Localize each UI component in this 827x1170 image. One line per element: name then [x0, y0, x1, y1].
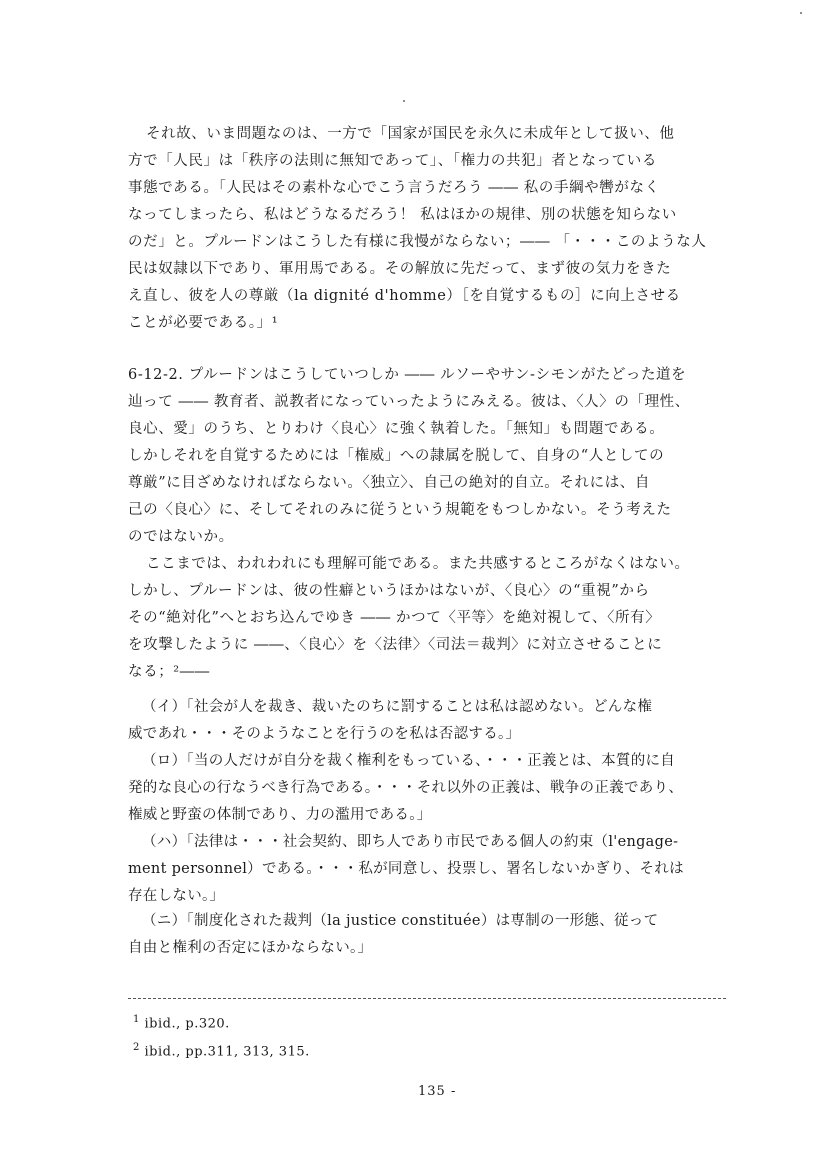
- text-line: 辿って ―― 教育者、説教者になっていったようにみえる。彼は、〈人〉の「理性、: [128, 394, 690, 410]
- text-line: なってしまったら、私はどうなるだろう！ 私はほかの規律、別の状態を知らない: [128, 207, 677, 223]
- footnote-separator: [128, 998, 726, 999]
- quote-item-i: [128, 694, 728, 748]
- text-line: 事態である。「人民はその素朴な心でこう言うだろう ―― 私の手綱や轡がなく: [128, 180, 660, 196]
- text-line: （イ）「社会が人を裁き、裁いたのちに罰することは私は認めない。どんな権: [142, 699, 653, 715]
- text-line: 権威と野蛮の体制であり、力の濫用である。」: [128, 807, 432, 823]
- scan-speck: [403, 100, 405, 102]
- text-line: なる；²――: [128, 664, 210, 680]
- text-line: 良心、愛」のうち、とりわけ〈良心〉に強く執着した。「無知」も問題である。: [128, 421, 665, 437]
- page-number: 135 -: [418, 1084, 457, 1099]
- paragraph-2: [128, 362, 728, 551]
- text-line: 民は奴隷以下であり、軍用馬である。その解放に先だって、まず彼の気力をきた: [128, 261, 672, 277]
- text-line: のだ」と。プルードンはこうした有様に我慢がならない；―― 「・・・このような人: [128, 234, 707, 250]
- footnote-text: ibid., pp.311, 313, 315.: [144, 1044, 310, 1060]
- text-line: 自由と権利の否定にほかならない。」: [128, 940, 373, 956]
- quote-item-ni: [128, 908, 728, 962]
- text-line: 6-12-2. プルードンはこうしていつしか ―― ルソーやサン-シモンがたどった道を: [128, 367, 687, 383]
- text-line: 威であれ・・・そのようなことを行うのを私は否認する。」: [128, 726, 521, 742]
- text-line: （ロ）「当の人だけが自分を裁く権利をもっている、・・・正義とは、本質的に自: [142, 753, 676, 769]
- text-line: （ニ）「制度化された裁判（la justice constituée）は専制の一形態、従って: [142, 913, 659, 929]
- paragraph-1: [128, 121, 728, 337]
- text-line: しかしそれを自覚するためには「権威」への隷属を脱して、自身の“人としての: [128, 448, 665, 464]
- text-line: を攻撃したように ――、〈良心〉を〈法律〉〈司法＝裁判〉に対立させることに: [128, 637, 663, 653]
- text-line: （ハ）「法律は・・・社会契約、即ち人であり市民である個人の約束（l'engage-: [142, 834, 679, 850]
- text-line: 方で「人民」は「秩序の法則に無知であって」、「権力の共犯」者となっている: [128, 153, 657, 169]
- text-line: ここまでは、われわれにも理解可能である。また共感するところがなくはない。: [146, 556, 690, 572]
- footnote-text: ibid., p.320.: [144, 1016, 230, 1032]
- quote-item-ro: [128, 748, 728, 829]
- footnote-number: 1: [133, 1014, 140, 1025]
- text-line: のではないか。: [128, 529, 234, 545]
- text-line: 己の〈良心〉に、そしてそれのみに従うという規範をもつしかない。そう考えた: [128, 502, 672, 518]
- footnote-2: [133, 1038, 310, 1062]
- text-line: しかし、プルードンは、彼の性癖というほかはないが、〈良心〉の“重視”から: [128, 583, 650, 599]
- text-line: 発的な良心の行なうべき行為である。・・・それ以外の正義は、戦争の正義であり、: [128, 780, 684, 796]
- paragraph-3: [128, 551, 728, 686]
- text-line: え直し、彼を人の尊厳（la dignité d'homme）［を自覚するもの］に向上させる: [128, 288, 681, 304]
- scan-speck: [800, 12, 802, 14]
- text-line: ことが必要である。」¹: [128, 315, 279, 331]
- quote-item-ha: [128, 829, 728, 910]
- text-line: 尊厳”に目ざめなければならない。〈独立〉、自己の絶対的自立。それには、自: [128, 475, 651, 491]
- footnote-number: 2: [133, 1042, 140, 1053]
- text-line: その“絶対化”へとおち込んでゆき ―― かつて〈平等〉を絶対視して、〈所有〉: [128, 610, 661, 626]
- text-line: それ故、いま問題なのは、一方で「国家が国民を永久に未成年として扱い、他: [146, 126, 675, 142]
- text-line: ment personnel）である。・・・私が同意し、投票し、署名しないかぎり、それは: [128, 861, 684, 877]
- text-line: 存在しない。」: [128, 888, 225, 904]
- footnote-1: [133, 1010, 230, 1034]
